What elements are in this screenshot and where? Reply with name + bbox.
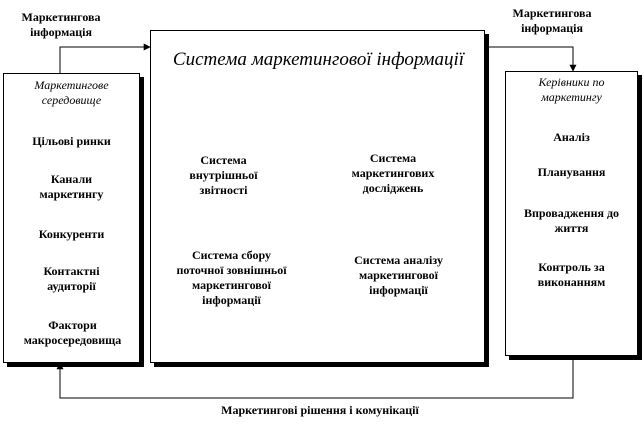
info-label-right: Маркетингова інформація — [512, 6, 592, 35]
info-flow-left-arrow — [60, 47, 150, 73]
system-analysis: Система аналізу маркетингової інформації — [354, 253, 443, 297]
system-marketing-research: Система маркетингових досліджень — [351, 151, 435, 195]
managers-item-analysis: Аналіз — [553, 130, 590, 144]
system-intelligence: Система сбору поточної зовнішньої маркетингової інформації — [176, 248, 287, 307]
system-internal-reports: Система внутрішньої звітності — [189, 153, 258, 197]
decisions-label: Маркетингові рішення і комунікації — [221, 403, 419, 417]
info-flow-right-arrow — [485, 47, 573, 71]
environment-item-audiences: Контактні аудиторії — [43, 264, 100, 293]
environment-item-competitors: Конкуренти — [38, 227, 105, 241]
environment-title: Маркетингове середовище — [34, 78, 109, 107]
environment-box — [3, 73, 140, 363]
environment-item-target-markets: Цільові ринки — [32, 134, 111, 148]
managers-item-implementation: Впровадження до життя — [523, 206, 620, 235]
managers-item-planning: Планування — [537, 165, 606, 179]
system-title: Система маркетингової інформації — [172, 49, 465, 70]
info-label-left: Маркетингова інформація — [21, 10, 101, 39]
managers-item-control: Контроль за виконанням — [537, 260, 606, 289]
managers-box — [505, 71, 638, 356]
managers-title: Керівники по маркетингу — [538, 75, 605, 104]
environment-item-channels: Канали маркетингу — [39, 172, 104, 201]
environment-item-macro: Фактори макросередовища — [23, 318, 122, 347]
